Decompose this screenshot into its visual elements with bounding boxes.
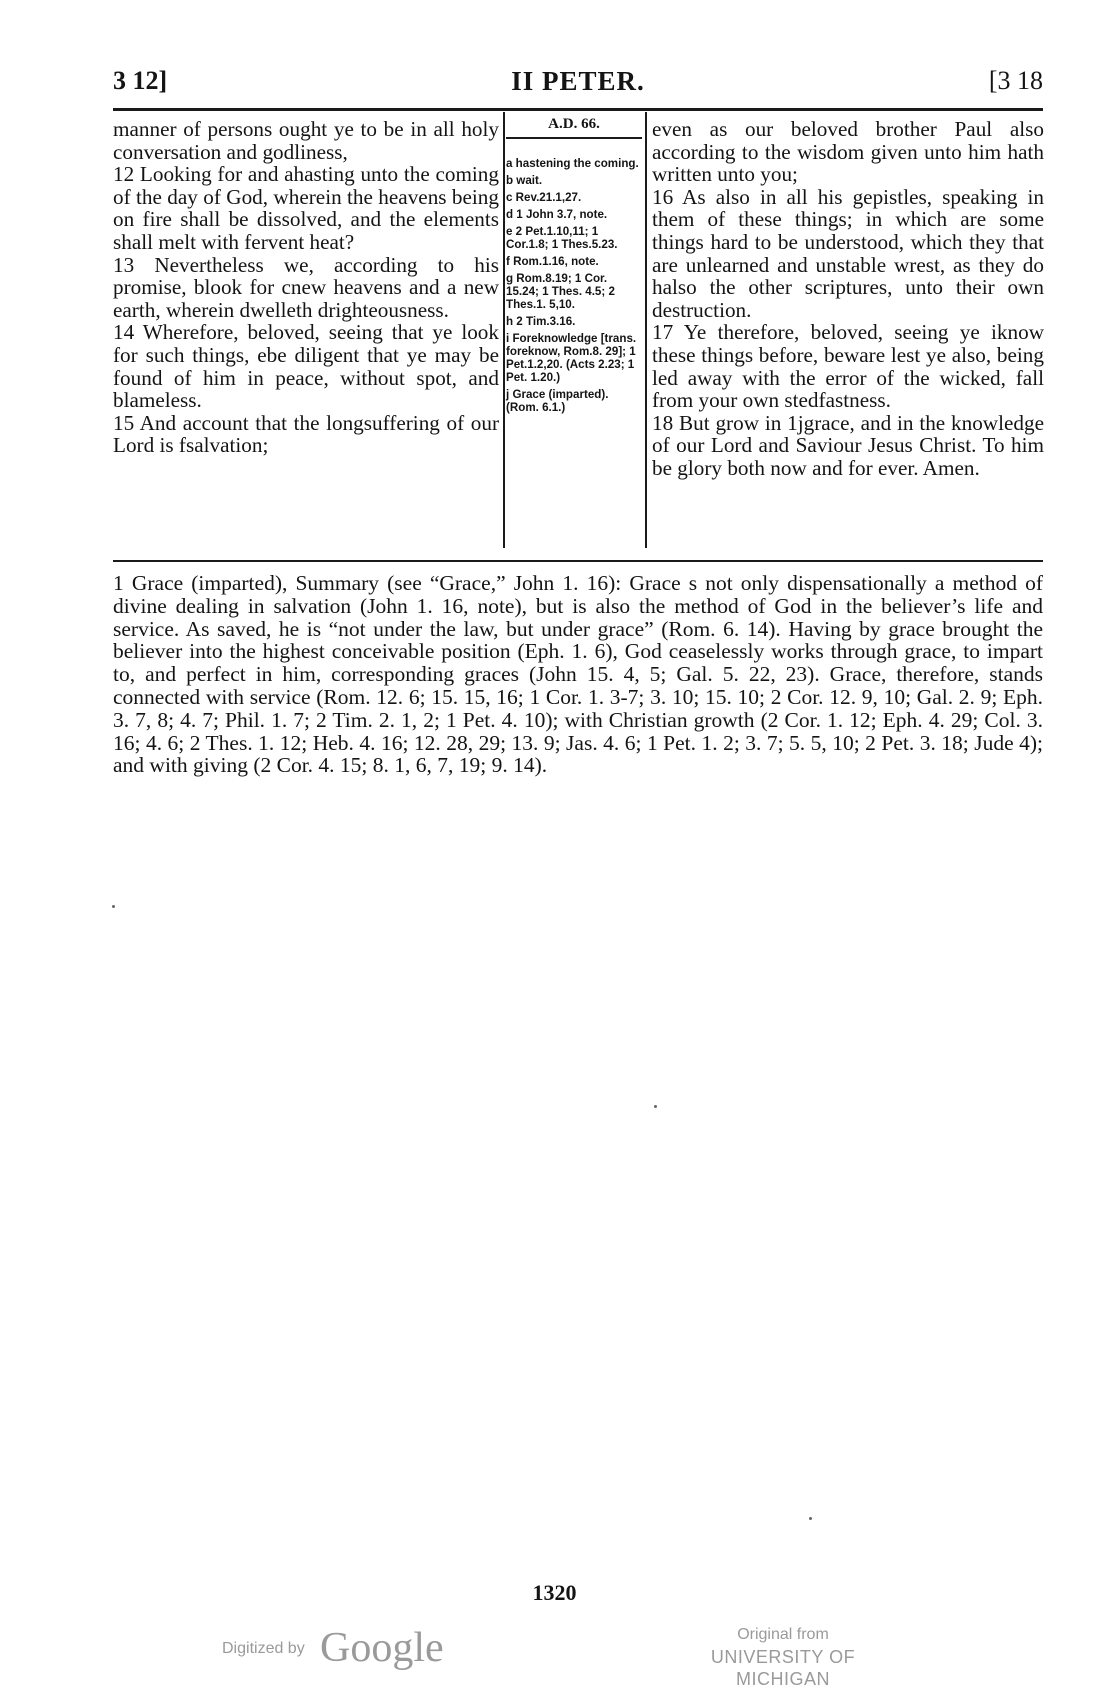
margin-ref: i Foreknowledge [trans. foreknow, Rom.8. 29]; 1 Pet.1.2,20. (Acts 2.23; 1 Pet. 1.20.) (506, 332, 637, 384)
date-label: A.D. 66. (506, 118, 642, 139)
header-rule (113, 108, 1043, 111)
verse-17: 17 Ye therefore, beloved, seeing ye iknow these things before, beware lest ye also, being led away with the error of the wicked, fall from your own stedfastness. (652, 320, 1044, 413)
footnote (113, 572, 1043, 777)
page-number: 1320 (532, 1580, 577, 1605)
institution-name: UNIVERSITY OF MICHIGAN (710, 1647, 856, 1689)
header-chapter-verse-end: [3 18 (988, 66, 1043, 95)
verse-13: 13 Nevertheless we, according to his promise, blook for cnew heavens and a new earth, wherein dwelleth drighteousness. (113, 252, 499, 322)
footnote-rule (113, 560, 1043, 562)
scan-speck (654, 1105, 657, 1108)
verse-11-continuation: manner of persons ought ye to be in all holy conversation and godliness, (113, 117, 499, 164)
margin-ref: e 2 Pet.1.10,11; 1 Cor.1.8; 1 Thes.5.23. (506, 225, 618, 251)
margin-ref: g Rom.8.19; 1 Cor. 15.24; 1 Thes. 4.5; 2 Thes.1. 5,10. (506, 272, 615, 311)
original-from-block (668, 1624, 898, 1690)
margin-references (506, 118, 642, 418)
verse-14: 14 Wherefore, beloved, seeing that ye look for such things, ebe diligent that ye may be found of him in peace, without spot, and blameless. (113, 320, 499, 413)
digitized-by-label: Digitized by (222, 1640, 305, 1657)
column-divider-right (645, 112, 647, 548)
verse-15: 15 And account that the longsuffering of our Lord is fsalvation; (113, 410, 499, 458)
margin-ref: f Rom.1.16, note. (506, 255, 599, 268)
margin-ref: h 2 Tim.3.16. (506, 315, 576, 328)
header-chapter-verse-start: 3 12] (113, 66, 168, 95)
column-divider-left (503, 112, 505, 548)
scan-speck (112, 905, 115, 908)
margin-ref: b wait. (506, 174, 543, 187)
google-logo: Google (320, 1625, 444, 1671)
running-header (113, 66, 1043, 102)
verse-15-continuation: even as our beloved brother Paul also according to the wisdom given unto him hath written unto you; (652, 117, 1044, 187)
original-from-label: Original from (737, 1626, 829, 1643)
verse-18: 18 But grow in 1jgrace, and in the knowledge of our Lord and Saviour Jesus Christ. To him be glory both now and for ever. Amen. (652, 410, 1044, 480)
margin-ref: d 1 John 3.7, note. (506, 208, 608, 221)
left-text-column (113, 118, 499, 457)
margin-ref: j Grace (imparted). (Rom. 6.1.) (506, 388, 609, 414)
right-text-column (652, 118, 1044, 480)
margin-ref: a hastening the coming. (506, 157, 639, 170)
scan-speck (809, 1517, 812, 1520)
header-book-title: II PETER. (511, 66, 645, 96)
verse-12: 12 Looking for and ahasting unto the coming of the day of God, wherein the heavens being on fire shall be dissolved, and the elements shall melt with fervent heat? (113, 162, 499, 254)
footnote-text: 1 Grace (imparted), Summary (see “Grace,” John 1. 16): Grace s not only dispensationally a method of divine dealing in salvation (John 1. 16, note), but is also the method of God in the believer’s life and service. As saved, he is “not under the law, but under grace” (Rom. 6. 14). Having by grace brought the believer into the highest conceivable position (Eph. 1. 6), God ceaselessly works through grace, to impart to, and perfect in him, corresponding graces (John 15. 4, 5; Gal. 5. 22, 23). Grace, therefore, stands connected with service (Rom. 12. 6; 15. 15, 16; 1 Cor. 1. 3-7; 3. 10; 15. 10; 2 Cor. 12. 9, 10; Gal. 2. 9; Eph. 3. 7, 8; 4. 7; Phil. 1. 7; 2 Tim. 2. 1, 2; 1 Pet. 4. 10); with Christian growth (2 Cor. 1. 12; Eph. 4. 29; Col. 3. 16; 4. 6; 2 Thes. 1. 12; Heb. 4. 16; 12. 28, 29; 13. 9; Jas. 4. 6; 1 Pet. 1. 2; 3. 7; 5. 5, 10; 2 Pet. 3. 18; Jude 4); and with giving (2 Cor. 4. 15; 8. 1, 6, 7, 19; 9. 14). (113, 571, 1043, 778)
margin-ref: c Rev.21.1,27. (506, 191, 582, 204)
verse-16: 16 As also in all his gepistles, speaking in them of these things; in which are some things hard to be understood, which they that are unlearned and unstable wrest, as they do halso the other scriptures, unto their own destruction. (652, 184, 1044, 322)
